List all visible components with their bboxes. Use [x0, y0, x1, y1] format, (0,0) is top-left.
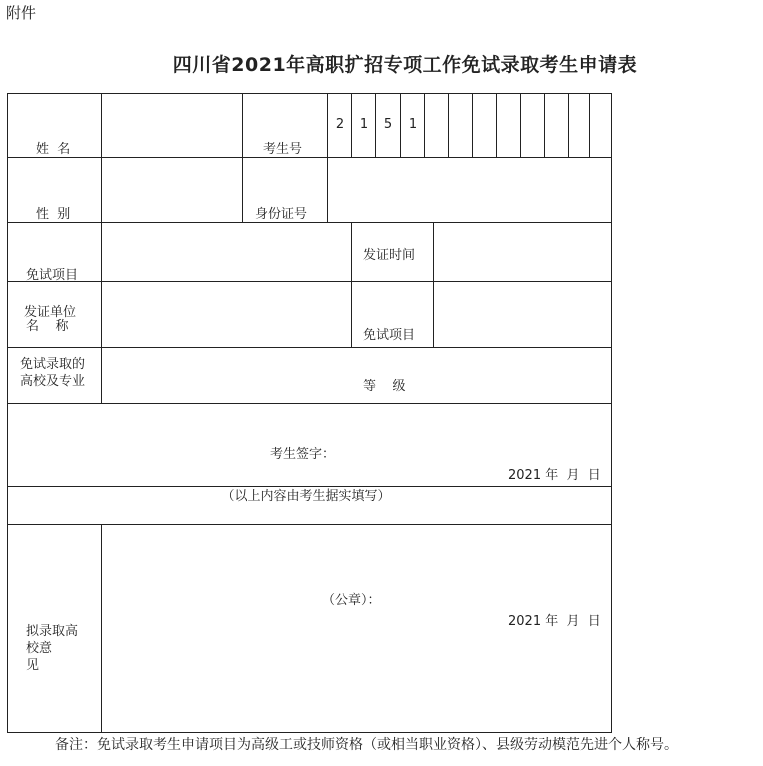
row-divider	[7, 222, 612, 223]
digit-box-divider	[496, 93, 497, 157]
digit-box-divider	[568, 93, 569, 157]
issue-time-label: 发证时间	[363, 248, 416, 263]
digit-box-divider	[589, 93, 590, 157]
digit-box-divider	[448, 93, 449, 157]
col-divider	[101, 524, 102, 733]
admission-college-label: 免试录取的 高校及专业	[20, 357, 86, 389]
signature-label: 考生签字：	[270, 447, 336, 462]
footer-note: 备注：免试录取考生申请项目为高级工或技师资格（或相当职业资格）、县级劳动模范先进个人称号。	[55, 737, 678, 753]
college-opinion-label: 拟录取高 校意 见	[26, 624, 79, 673]
col-divider	[433, 222, 434, 347]
exam-no-digit[interactable]: 1	[359, 117, 369, 132]
seal-label: （公章）：	[322, 593, 381, 608]
digit-box-divider	[520, 93, 521, 157]
exam-no-digit[interactable]: 5	[383, 117, 393, 132]
row-divider	[7, 486, 612, 487]
seal-date: 2021 年 月 日	[508, 614, 601, 629]
col-divider	[327, 93, 328, 222]
col-divider	[351, 222, 352, 347]
signature-date: 2021 年 月 日	[508, 468, 601, 483]
row-divider	[7, 403, 612, 404]
application-form-table	[7, 93, 612, 733]
form-title: 四川省2021年高职扩招专项工作免试录取考生申请表	[172, 54, 638, 76]
row-divider	[7, 281, 612, 282]
exempt-item-name-label: 免试项目 名 称	[26, 268, 79, 334]
row-divider	[7, 524, 612, 525]
digit-box-divider	[544, 93, 545, 157]
col-divider	[101, 93, 102, 403]
gender-label: 性 别	[36, 207, 71, 222]
col-divider	[242, 93, 243, 222]
row-divider	[7, 157, 612, 158]
exam-no-label: 考生号	[263, 142, 303, 157]
fill-note: （以上内容由考生据实填写）	[221, 489, 391, 504]
exam-no-digit[interactable]: 2	[335, 117, 345, 132]
attachment-label: 附件	[6, 4, 37, 22]
digit-box-divider	[472, 93, 473, 157]
name-label: 姓 名	[36, 142, 71, 157]
issuer-label: 发证单位	[24, 305, 77, 320]
exam-no-digit[interactable]: 1	[408, 117, 418, 132]
row-divider	[7, 347, 612, 348]
id-number-label: 身份证号	[255, 207, 308, 222]
exempt-item-level-label: 免试项目 等 级	[363, 328, 416, 394]
